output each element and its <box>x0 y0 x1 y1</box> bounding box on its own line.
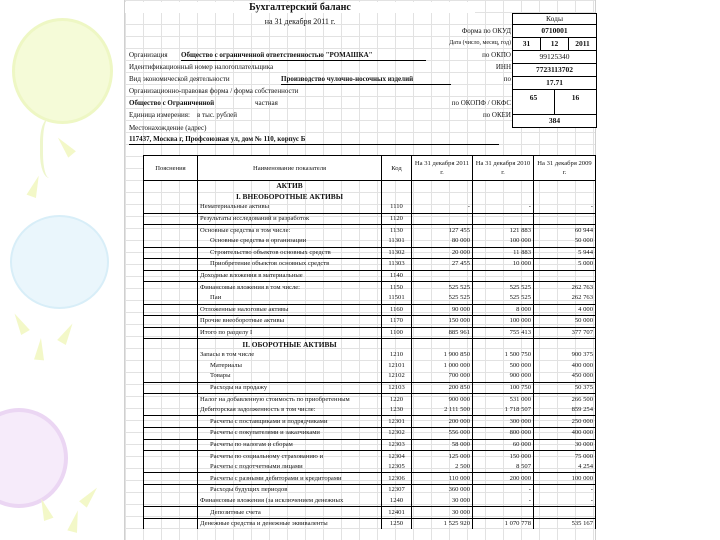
value-2009: 266 500 <box>534 394 596 405</box>
note-cell <box>144 428 198 440</box>
indicator-code: 12305 <box>382 462 412 473</box>
table-row <box>144 282 596 293</box>
value-2009: 5 000 <box>534 259 596 271</box>
note-cell <box>144 304 198 316</box>
table-row <box>144 316 596 328</box>
value-2011: 525 525 <box>412 293 473 304</box>
indicator-name: Товары <box>198 371 382 382</box>
table-row <box>144 293 596 304</box>
address-value: 117437, Москва г, Профсоюзная ул, дом № 110, корпус Б <box>129 134 499 145</box>
value-2010: 8 507 <box>473 462 534 473</box>
value-2009: 535 167 <box>534 518 596 529</box>
indicator-code: 12101 <box>382 361 412 372</box>
value-2009: 262 763 <box>534 293 596 304</box>
table-row <box>144 327 596 339</box>
value-2011: 90 000 <box>412 304 473 316</box>
value-2011: 556 000 <box>412 428 473 440</box>
table-row <box>144 405 596 416</box>
value-2010: 1 718 507 <box>473 405 534 416</box>
unit-label: Единица измерения: <box>129 111 190 119</box>
indicator-code: 12103 <box>382 382 412 394</box>
value-2009: 377 707 <box>534 327 596 339</box>
okpo-code: 99125340 <box>513 51 596 64</box>
note-cell <box>144 202 198 213</box>
okopf-code: 65 <box>513 90 555 114</box>
value-2010: 525 525 <box>473 293 534 304</box>
organization-name: Общество с ограниченной ответственностью "РОМАШКА" <box>181 50 426 61</box>
balance-sheet-page <box>124 0 596 540</box>
date-month: 12 <box>541 38 569 50</box>
okved-label: по <box>503 75 511 83</box>
value-2010: 1 070 778 <box>473 518 534 529</box>
section-row <box>144 339 596 350</box>
indicator-name: Налог на добавленную стоимость по приобретенным <box>198 394 382 405</box>
note-cell <box>144 259 198 271</box>
value-2009 <box>534 213 596 225</box>
note-cell <box>144 473 198 485</box>
note-cell <box>144 405 198 416</box>
table-row <box>144 485 596 496</box>
table-row <box>144 382 596 394</box>
header-name: Наименование показателя <box>198 156 382 181</box>
indicator-name: Итого по разделу I <box>198 327 382 339</box>
ray-decoration <box>34 338 46 361</box>
table-row <box>144 473 596 485</box>
indicator-code: 11501 <box>382 293 412 304</box>
section-row <box>144 192 596 203</box>
value-2010: 100 750 <box>473 382 534 394</box>
value-2009: 5 944 <box>534 247 596 259</box>
indicator-name: Расходы будущих периодов <box>198 485 382 496</box>
value-2011: 2 111 500 <box>412 405 473 416</box>
indicator-code: 1120 <box>382 213 412 225</box>
indicator-name: Строительство объектов основных средств <box>198 247 382 259</box>
unit-value: в тыс. рублей <box>197 111 237 119</box>
indicator-code: 11301 <box>382 236 412 247</box>
balloon-decoration-yellow <box>12 18 113 124</box>
section-asset: АКТИВ <box>198 181 382 192</box>
table-row <box>144 518 596 529</box>
date-year: 2011 <box>575 39 590 48</box>
value-2010 <box>473 507 534 519</box>
note-cell <box>144 451 198 462</box>
value-2011 <box>412 213 473 225</box>
value-2010: 531 000 <box>473 394 534 405</box>
indicator-name: Прочие внеоборотные активы <box>198 316 382 328</box>
form-okud-label: Форма по ОКУД <box>461 27 511 35</box>
value-2010: 11 883 <box>473 247 534 259</box>
note-cell <box>144 518 198 529</box>
indicator-code: 12102 <box>382 371 412 382</box>
indicator-name: Депозитные счета <box>198 507 382 519</box>
indicator-code: 1160 <box>382 304 412 316</box>
value-2010: - <box>473 485 534 496</box>
indicator-name: Приобретение объектов основных средств <box>198 259 382 271</box>
table-row <box>144 270 596 282</box>
indicator-name: Запасы в том числе <box>198 350 382 361</box>
indicator-name: Паи <box>198 293 382 304</box>
okopf-label: по ОКОПФ / ОКФС <box>451 99 511 107</box>
note-cell <box>144 213 198 225</box>
note-cell <box>144 270 198 282</box>
codes-box <box>512 24 597 128</box>
value-2011: - <box>412 202 473 213</box>
indicator-code: 1170 <box>382 316 412 328</box>
value-2010: 10 000 <box>473 259 534 271</box>
indicator-code: 12303 <box>382 439 412 451</box>
table-row <box>144 361 596 372</box>
value-2009: 100 000 <box>534 473 596 485</box>
indicator-name: Финансовые вложения (за исключением денежных <box>198 496 382 507</box>
value-2009: 400 000 <box>534 428 596 440</box>
table-row <box>144 416 596 428</box>
value-2010: 200 000 <box>473 473 534 485</box>
note-cell <box>144 247 198 259</box>
value-2011: 30 000 <box>412 507 473 519</box>
ray-decoration <box>27 174 44 198</box>
okei-label: по ОКЕИ <box>482 111 511 119</box>
value-2010: 121 883 <box>473 225 534 236</box>
indicator-code: 1230 <box>382 405 412 416</box>
indicator-name: Денежные средства и денежные эквиваленты <box>198 518 382 529</box>
value-2011: 200 000 <box>412 416 473 428</box>
value-2009: 262 763 <box>534 282 596 293</box>
okopf-okfs-codes <box>513 90 596 115</box>
value-2009: 859 254 <box>534 405 596 416</box>
table-row <box>144 213 596 225</box>
legal-form-label: Организационно-правовая форма / форма собственности <box>129 87 299 95</box>
value-2009: - <box>534 496 596 507</box>
value-2011: 127 455 <box>412 225 473 236</box>
value-2009: 30 000 <box>534 439 596 451</box>
section-row <box>144 181 596 192</box>
header-code: Код <box>382 156 412 181</box>
note-cell <box>144 496 198 507</box>
indicator-name: Расчеты с покупателями и заказчиками <box>198 428 382 440</box>
activity-value: Производство чулочно-носочных изделий <box>281 74 451 85</box>
note-cell <box>144 382 198 394</box>
value-2009: 450 000 <box>534 371 596 382</box>
indicator-code: 11303 <box>382 259 412 271</box>
value-2009: 900 375 <box>534 350 596 361</box>
address-label: Местонахождение (адрес) <box>129 124 207 132</box>
value-2010: 500 000 <box>473 361 534 372</box>
value-2009: 250 000 <box>534 416 596 428</box>
value-2011: 1 525 920 <box>412 518 473 529</box>
indicator-code: 1220 <box>382 394 412 405</box>
value-2009 <box>534 507 596 519</box>
value-2009: - <box>534 485 596 496</box>
value-2011: 200 850 <box>412 382 473 394</box>
value-2009 <box>534 270 596 282</box>
indicator-code: 12401 <box>382 507 412 519</box>
value-2011: 110 000 <box>412 473 473 485</box>
table-row <box>144 394 596 405</box>
value-2011: 1 000 000 <box>412 361 473 372</box>
indicator-name: Результаты исследований и разработок <box>198 213 382 225</box>
note-cell <box>144 350 198 361</box>
indicator-name: Расчеты по социальному страхованию и <box>198 451 382 462</box>
indicator-code: 1150 <box>382 282 412 293</box>
value-2009: 75 000 <box>534 451 596 462</box>
indicator-name: Нематериальные активы <box>198 202 382 213</box>
value-2011: 80 000 <box>412 236 473 247</box>
indicator-name: Расчеты с разными дебиторами и кредиторами <box>198 473 382 485</box>
note-cell <box>144 327 198 339</box>
note-cell <box>144 361 198 372</box>
ray-decoration <box>37 497 54 521</box>
inn-code: 7723113702 <box>513 64 596 77</box>
value-2010 <box>473 270 534 282</box>
table-row <box>144 225 596 236</box>
value-2009: 400 000 <box>534 361 596 372</box>
table-row <box>144 428 596 440</box>
note-cell <box>144 225 198 236</box>
note-cell <box>144 316 198 328</box>
indicator-code: 1110 <box>382 202 412 213</box>
value-2010: 1 500 750 <box>473 350 534 361</box>
note-cell <box>144 282 198 293</box>
date-label: Дата (число, месяц, год) <box>449 40 511 46</box>
value-2011: 700 000 <box>412 371 473 382</box>
indicator-name: Финансовые вложения в том числе: <box>198 282 382 293</box>
section-current: II. ОБОРОТНЫЕ АКТИВЫ <box>198 339 382 350</box>
balloon-decoration-purple <box>0 408 68 508</box>
note-cell <box>144 394 198 405</box>
indicator-code: 1140 <box>382 270 412 282</box>
value-2010: 800 000 <box>473 428 534 440</box>
value-2010: 300 000 <box>473 416 534 428</box>
date-day: 31 <box>513 38 541 50</box>
value-2009: 4 000 <box>534 304 596 316</box>
indicator-code: 1210 <box>382 350 412 361</box>
value-2011: 900 000 <box>412 394 473 405</box>
note-cell <box>144 439 198 451</box>
table-header-row <box>144 156 596 181</box>
note-cell <box>144 293 198 304</box>
indicator-name: Расчеты с поставщиками и подрядчиками <box>198 416 382 428</box>
value-2011: 20 000 <box>412 247 473 259</box>
ray-decoration <box>79 484 101 507</box>
value-2010: 100 000 <box>473 316 534 328</box>
value-2010: 60 000 <box>473 439 534 451</box>
indicator-code: 1100 <box>382 327 412 339</box>
value-2011: 1 900 850 <box>412 350 473 361</box>
table-row <box>144 202 596 213</box>
indicator-name: Дебиторская задолженность в том числе: <box>198 405 382 416</box>
table-row <box>144 350 596 361</box>
value-2011: 27 455 <box>412 259 473 271</box>
table-row <box>144 259 596 271</box>
okfs-code: 16 <box>571 93 580 102</box>
okpo-label: по ОКПО <box>482 51 511 59</box>
inn-label: ИНН <box>495 63 511 71</box>
value-2010: - <box>473 202 534 213</box>
value-2011: 525 525 <box>412 282 473 293</box>
balloon-decoration-blue <box>10 215 109 309</box>
value-2011: 125 000 <box>412 451 473 462</box>
value-2010: 525 525 <box>473 282 534 293</box>
organization-label: Организация <box>129 51 168 59</box>
table-row <box>144 247 596 259</box>
value-2010: - <box>473 496 534 507</box>
value-2011: 885 961 <box>412 327 473 339</box>
value-2011: 2 500 <box>412 462 473 473</box>
document-title: Бухгалтерский баланс <box>125 2 475 13</box>
value-2009: 50 000 <box>534 316 596 328</box>
legal-form-value: Общество с Ограниченной <box>129 99 215 107</box>
indicator-code: 11302 <box>382 247 412 259</box>
value-2011: 30 000 <box>412 496 473 507</box>
value-2010: 8 000 <box>473 304 534 316</box>
ownership-value: частная <box>255 99 278 107</box>
indicator-name: Материалы <box>198 361 382 372</box>
indicator-code: 1250 <box>382 518 412 529</box>
indicator-code: 12301 <box>382 416 412 428</box>
header-2009: На 31 декабря 2009 г. <box>534 156 596 181</box>
value-2009: 50 375 <box>534 382 596 394</box>
table-row <box>144 371 596 382</box>
date-codes <box>513 38 596 51</box>
indicator-code: 1130 <box>382 225 412 236</box>
table-row <box>144 439 596 451</box>
ray-decoration <box>67 509 82 533</box>
value-2009: - <box>534 202 596 213</box>
indicator-name: Расчеты с подотчетными лицами <box>198 462 382 473</box>
value-2011: 360 000 <box>412 485 473 496</box>
value-2011 <box>412 270 473 282</box>
note-cell <box>144 236 198 247</box>
indicator-name: Основные средства в том числе: <box>198 225 382 236</box>
okved-code: 17.71 <box>513 77 596 90</box>
indicator-name: Расходы на продажу <box>198 382 382 394</box>
taxpayer-id-label: Идентификационный номер налогоплательщика <box>129 63 274 71</box>
value-2010: 100 000 <box>473 236 534 247</box>
indicator-code: 1240 <box>382 496 412 507</box>
table-row <box>144 236 596 247</box>
value-2009: 4 254 <box>534 462 596 473</box>
note-cell <box>144 485 198 496</box>
ray-decoration <box>10 311 30 335</box>
indicator-name: Отложенные налоговые активы <box>198 304 382 316</box>
header-2011: На 31 декабря 2011 г. <box>412 156 473 181</box>
value-2010: 755 413 <box>473 327 534 339</box>
value-2011: 58 000 <box>412 439 473 451</box>
value-2010: 900 000 <box>473 371 534 382</box>
ray-decoration <box>57 321 77 345</box>
value-2009: 50 000 <box>534 236 596 247</box>
table-row <box>144 304 596 316</box>
codes-header: Коды <box>512 13 597 24</box>
indicator-code: 12304 <box>382 451 412 462</box>
table-row <box>144 451 596 462</box>
indicator-name: Основные средства в организации <box>198 236 382 247</box>
balance-table <box>143 155 596 529</box>
table-row <box>144 496 596 507</box>
indicator-code: 12306 <box>382 473 412 485</box>
table-row <box>144 462 596 473</box>
value-2011: 150 000 <box>412 316 473 328</box>
note-cell <box>144 507 198 519</box>
okud-code: 0710001 <box>513 25 596 38</box>
note-cell <box>144 416 198 428</box>
document-subtitle: на 31 декабря 2011 г. <box>264 17 336 26</box>
note-cell <box>144 462 198 473</box>
indicator-code: 12307 <box>382 485 412 496</box>
indicator-name: Расчеты по налогам и сборам <box>198 439 382 451</box>
indicator-code: 12302 <box>382 428 412 440</box>
okei-code: 384 <box>548 116 561 125</box>
section-noncurrent: I. ВНЕОБОРОТНЫЕ АКТИВЫ <box>198 192 382 203</box>
value-2009: 60 944 <box>534 225 596 236</box>
table-row <box>144 507 596 519</box>
activity-label: Вид экономической деятельности <box>129 75 230 83</box>
value-2010 <box>473 213 534 225</box>
header-note: Пояснения <box>144 156 198 181</box>
note-cell <box>144 371 198 382</box>
indicator-name: Доходные вложения в материальные <box>198 270 382 282</box>
value-2010: 150 000 <box>473 451 534 462</box>
header-2010: На 31 декабря 2010 г. <box>473 156 534 181</box>
